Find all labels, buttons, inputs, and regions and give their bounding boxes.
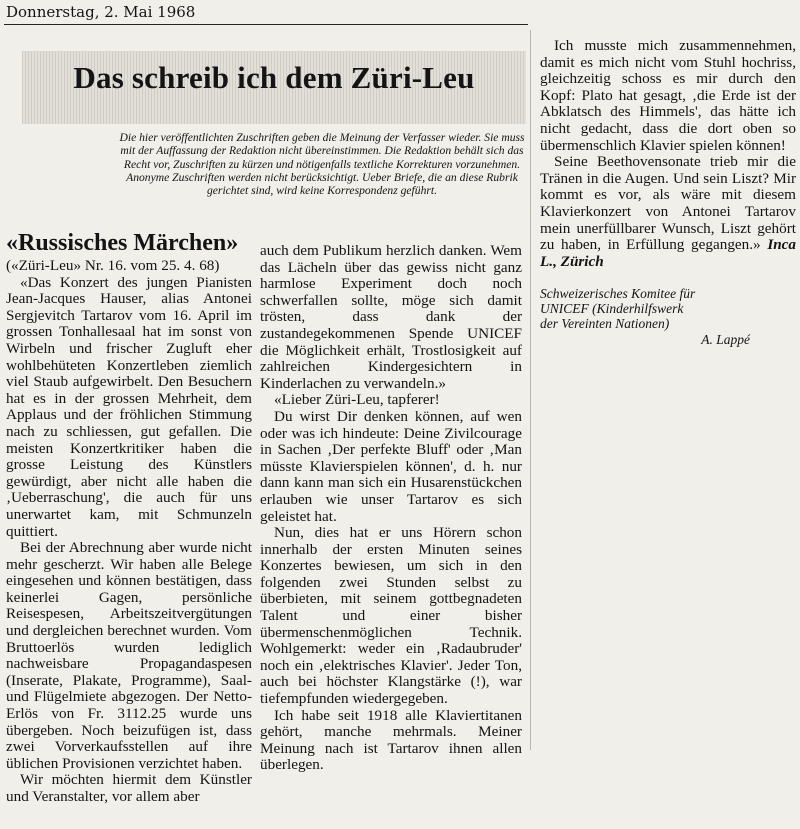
paragraph: Ich habe seit 1918 alle Klaviertitanen gehört, manche mehrmals. Meiner Meinung nach ist Tartarov ihnen allen überlegen. — [260, 706, 522, 774]
unicef-signature-block — [540, 286, 796, 347]
paragraph: «Das Konzert des jungen Pianisten Jean-Jacques Hauser, alias Antonei Sergjevitch Tartarov vom 16. April im grossen Tonhallesaal hat im sonst von Wirbeln und frischer Zugluft eher wohlbehüteten Konzertleben ziemlich viel Staub aufgewirbelt. Den Besuchern hat es in der grossen Mehrheit, dem Applaus und der fröhlichen Stimmung nach zu schliessen, gut gefallen. Die meisten Konzertkritiker haben die grosse Leistung des Künstlers gewürdigt, aber nicht alle haben die ‚Ueberraschung', die auch für uns unerwartet kam, mit Schmunzeln quittiert. — [6, 273, 252, 540]
issue-date: Donnerstag, 2. Mai 1968 — [6, 3, 196, 21]
article-column-2 — [260, 243, 522, 774]
paragraph-text: Seine Beethovensonate trieb mir die Tränen in die Augen. Und sein Liszt? Mir kommt es vor, als wäre mit diesem Klavierkonzert von Antonei Tartarov mein unerfüllbarer Wunsch, Liszt gehört zu haben, in Erfüllung gegangen.» — [540, 153, 796, 254]
paragraph: Du wirst Dir denken können, auf wen oder was ich hindeute: Deine Zivilcourage in Sachen ‚Der perfekte Bluff' oder ‚Man müsste Klavierspielen können', d. h. nur dann kann man sich ein Husarenstückchen erlauben wie unser Tartarov es sich geleistet hat. — [260, 407, 522, 525]
rubric-disclaimer: Die hier veröffentlichten Zuschriften geben die Meinung der Verfasser wieder. Sie muss mit der Auffassung der Redaktion nicht übereinstimmen. Die Redaktion behält sich das Recht vor, Zuschriften zu kürzen und nötigenfalls textliche Korrekturen vorzunehmen. Anonyme Zuschriften werden nicht berücksichtigt. Ueber Briefe, die an diese Rubrik gerichtet sind, wird keine Korrespondenz geführt. — [119, 131, 525, 198]
source-reference: («Züri-Leu» Nr. 16. vom 25. 4. 68) — [6, 257, 220, 274]
paragraph: Ich musste mich zusammennehmen, damit es mich nicht vom Stuhl hochriss, gleichzeitig schoss es mir durch den Kopf: Plato hat gesagt, ‚die Erde ist der Abklatsch des Himmels', das hätte ich nicht gedacht, dass die dort oben so übermenschlich Klavier spielen können! — [540, 37, 796, 154]
unicef-signatory: A. Lappé — [701, 331, 750, 347]
paragraph: Wir möchten hiermit dem Künstler und Veranstalter, vor allem aber — [6, 771, 252, 805]
letter-salutation: «Lieber Züri-Leu, tapferer! — [274, 391, 440, 409]
letter-signature: Inca L., Zürich — [540, 236, 797, 270]
unicef-line: UNICEF (Kinderhilfswerk — [540, 301, 684, 317]
article-column-3 — [540, 38, 796, 270]
paragraph: auch dem Publikum herzlich danken. Wem das Lächeln über das gewiss nicht ganz harmlose Experiment doch noch schwerfallen sollte, möge sich damit trösten, dass dank der zustandegekommenen Spende UNICEF die Möglichkeit erhält, Trostlosigkeit auf zahlreichen Kindergesichtern in Kinderlachen zu verwandeln.» — [260, 242, 522, 392]
rubric-title: Das schreib ich dem Züri-Leu — [73, 60, 475, 95]
paragraph: Bei der Abrechnung aber wurde nicht mehr gescherzt. Wir haben alle Belege eingesehen und können bestätigen, dass keinerlei Gagen, persönliche Reisespesen, Arbeitszeitvergütungen und dergleichen berechnet wurden. Vom Bruttoerlös wurden lediglich nachweisbare Propagandaspesen (Inserate, Plakate, Programme), Saal- und Flügelmiete abgezogen. Der Netto-Erlös von Fr. 3112.25 wurde uns übergeben. Noch beizufügen ist, dass zwei Vorverkaufsstellen auf ihre üblichen Provisionen verzichtet haben. — [6, 539, 252, 772]
unicef-line: der Vereinten Nationen) — [540, 316, 670, 332]
article-column-1 — [6, 258, 252, 806]
paragraph — [540, 154, 796, 270]
unicef-line: Schweizerisches Komitee für — [540, 286, 696, 301]
header-rule — [4, 24, 528, 25]
article-title: «Russisches Märchen» — [6, 230, 239, 256]
paragraph: Nun, dies hat er uns Hörern schon innerhalb der ersten Minuten seines Konzertes bewiesen, um sich in den folgenden zwei Stunden selbst zu überbieten, mit seinem gottbegnadeten Talent und einer bisher übermenschenmöglichen Technik. Wohlgemerkt: weder ein ‚Radaubruder' noch ein ‚elektrisches Klavier'. Jeder Ton, auch bei höchster Klangstärke (!), war tiefempfunden wiedergegeben. — [260, 524, 522, 708]
column-divider — [530, 30, 531, 750]
